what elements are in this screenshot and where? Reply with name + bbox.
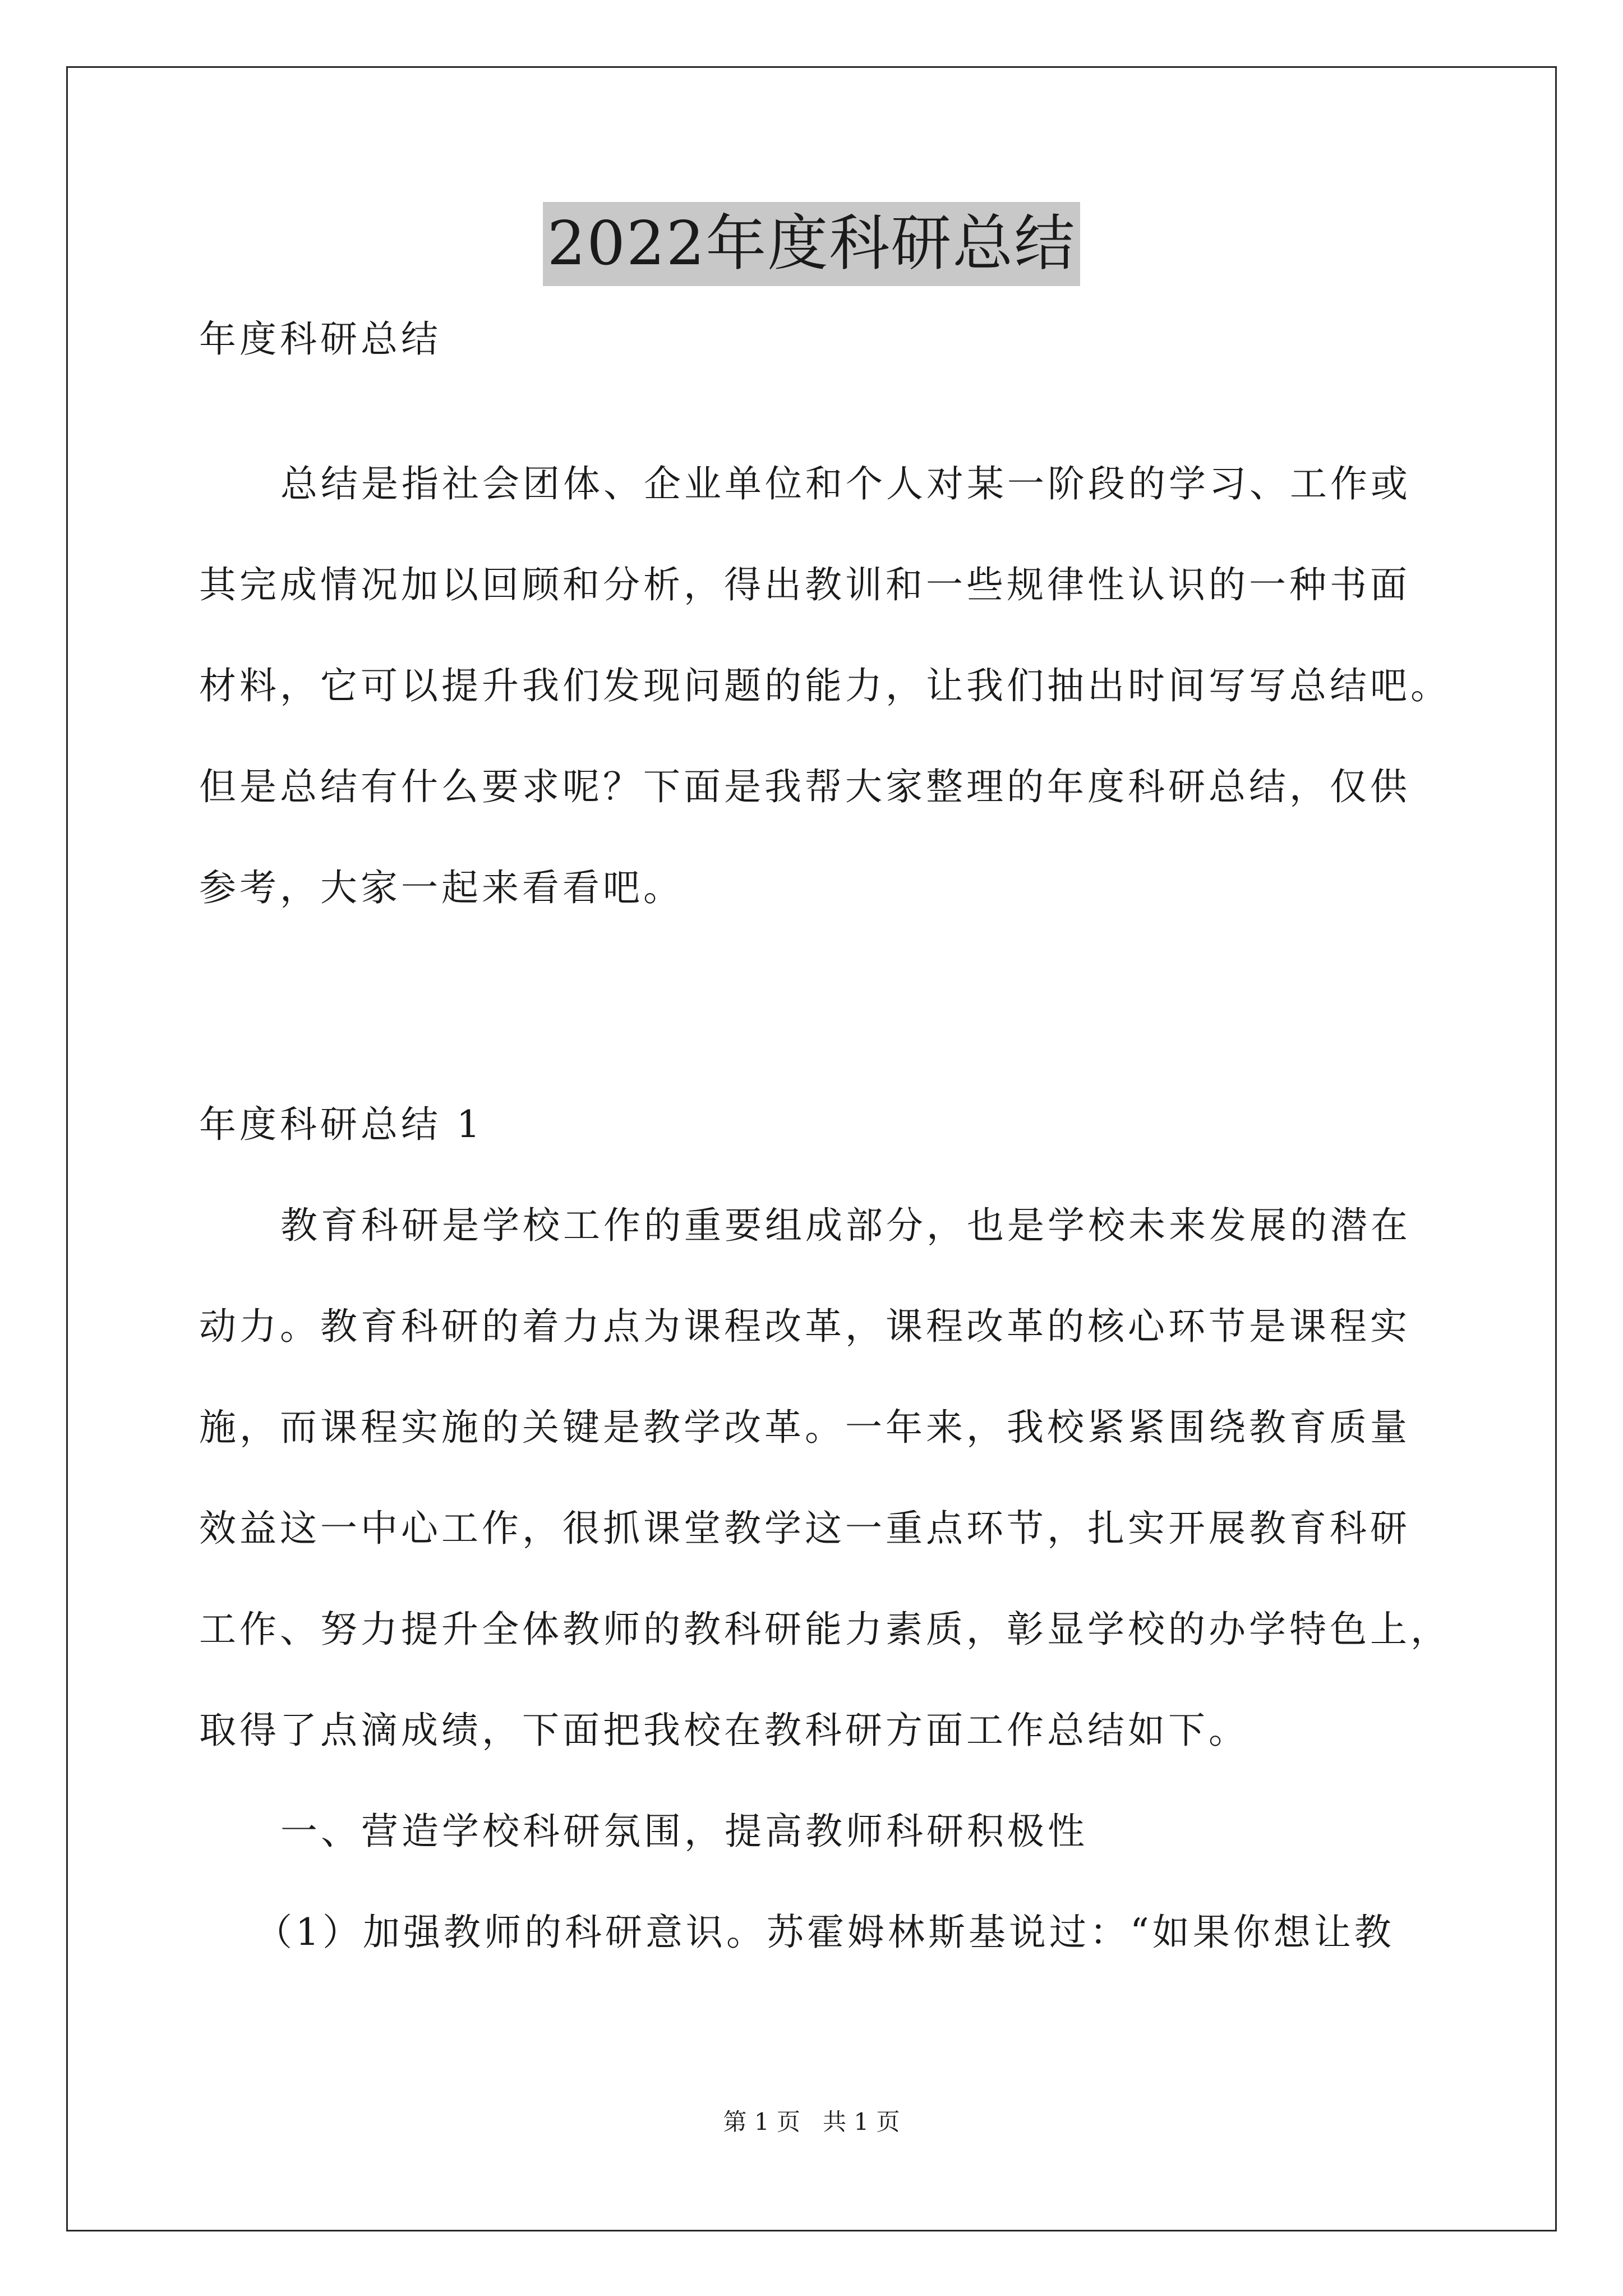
body-line: 取得了点滴成绩，下面把我校在教科研方面工作总结如下。 (199, 1709, 1249, 1752)
body-line: 教育科研是学校工作的重要组成部分，也是学校未来发展的潜在 (280, 1204, 1411, 1247)
intro-line: 材料，它可以提升我们发现问题的能力，让我们抽出时间写写总结吧。 (199, 664, 1451, 707)
title-wrap (0, 202, 1623, 286)
list-item: （1）加强教师的科研意识。苏霍姆林斯基说过：“如果你想让教 (255, 1911, 1395, 1954)
body-line: 工作、努力提升全体教师的教科研能力素质，彰显学校的办学特色上， (199, 1608, 1451, 1651)
body-line: 动力。教育科研的着力点为课程改革，课程改革的核心环节是课程实 (199, 1305, 1410, 1348)
body-line: 效益这一中心工作，很抓课堂教学这一重点环节，扎实开展教育科研 (199, 1507, 1410, 1550)
body-line: 施，而课程实施的关键是教学改革。一年来，我校紧紧围绕教育质量 (199, 1406, 1410, 1449)
intro-line: 总结是指社会团体、企业单位和个人对某一阶段的学习、工作或 (280, 462, 1411, 505)
intro-line: 其完成情况加以回顾和分析，得出教训和一些规律性认识的一种书面 (199, 563, 1410, 606)
section-heading: 一、营造学校科研氛围，提高教师科研积极性 (280, 1810, 1088, 1853)
page-footer: 第 1 页 共 1 页 (723, 2108, 900, 2136)
document-subtitle: 年度科研总结 (199, 318, 441, 361)
document-title: 2022年度科研总结 (543, 202, 1081, 286)
section-title: 年度科研总结 1 (199, 1103, 483, 1146)
intro-line: 参考，大家一起来看看吧。 (199, 866, 684, 909)
intro-line: 但是总结有什么要求呢？下面是我帮大家整理的年度科研总结，仅供 (199, 765, 1410, 808)
